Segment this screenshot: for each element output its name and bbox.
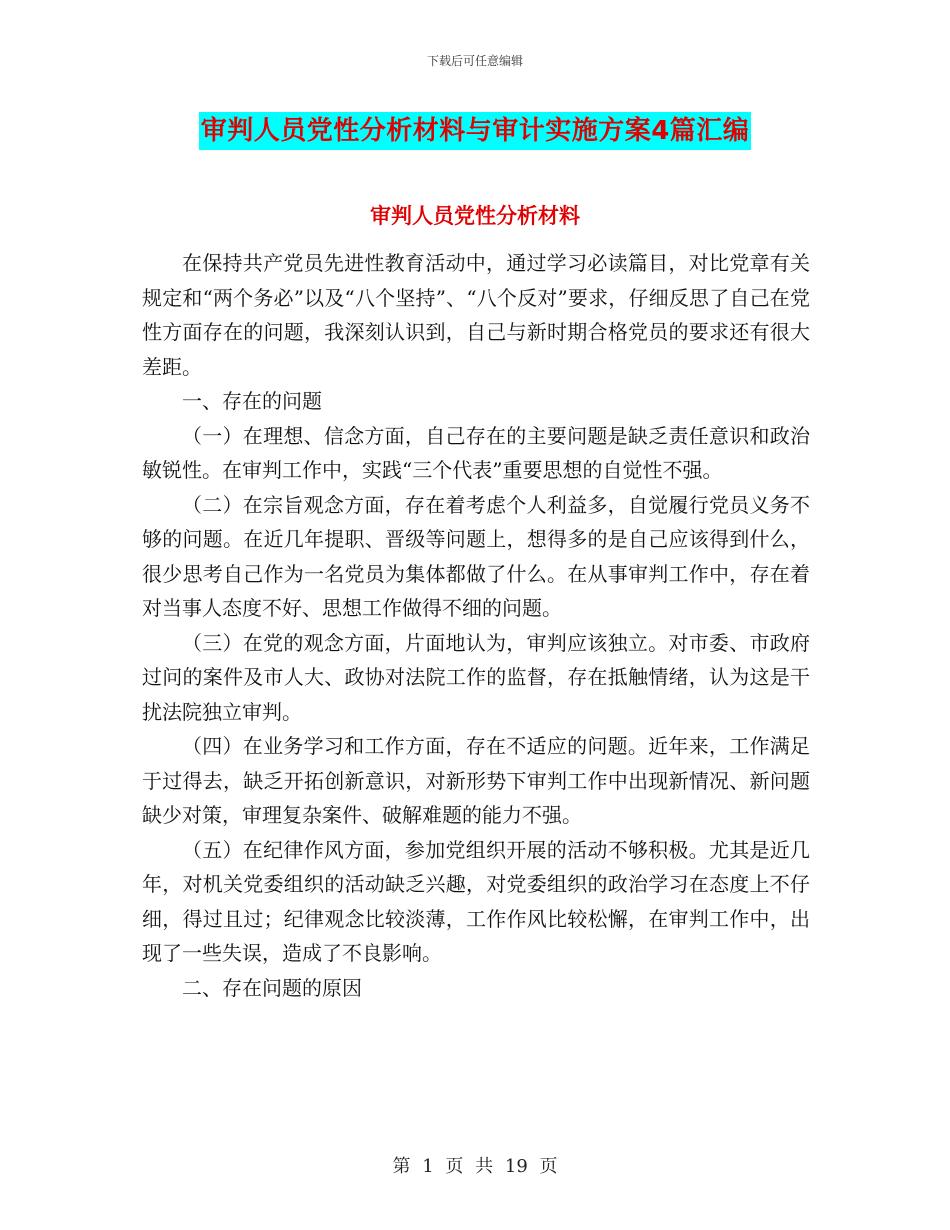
paragraph-item-2: （二）在宗旨观念方面，存在着考虑个人利益多，自觉履行党员义务不够的问题。在近几年提职、晋级等问题上，想得多的是自己应该得到什么，很少思考自己作为一名党员为集体都做了什么。在从事审判工作中，存在着对当事人态度不好、思想工作做得不细的问题。 <box>142 492 810 620</box>
footer-label-page: 第 <box>392 1156 411 1177</box>
heading-problems: 一、存在的问题 <box>182 389 322 413</box>
paragraph-item-3: （三）在党的观念方面，片面地认为，审判应该独立。对市委、市政府过问的案件及市人大、政协对法院工作的监督，存在抵触情绪，认为这是干扰法院独立审判。 <box>142 630 810 724</box>
footer-current-page: 1 <box>422 1156 434 1177</box>
paragraph-item-4: （四）在业务学习和工作方面，存在不适应的问题。近年来，工作满足于过得去，缺乏开拓创新意识，对新形势下审判工作中出现新情况、新问题缺少对策，审理复杂案件、破解难题的能力不强。 <box>142 734 810 827</box>
footer-label-page-unit: 页 <box>445 1156 464 1177</box>
paragraph-item-5: （五）在纪律作风方面，参加党组织开展的活动不够积极。尤其是近几年，对机关党委组织的活动缺乏兴趣，对党委组织的政治学习在态度上不仔细，得过且过；纪律观念比较淡薄，工作作风比较松懈，在审判工作中，出现了一些失误，造成了不良影响。 <box>142 837 810 965</box>
section-title: 审判人员党性分析材料 <box>370 204 580 228</box>
footer-label-total-unit: 页 <box>539 1156 558 1177</box>
page-footer <box>0 1152 950 1178</box>
paragraph-intro: 在保持共产党员先进性教育活动中，通过学习必读篇目，对比党章有关规定和“两个务必”以及“八个坚持”、“八个反对”要求，仔细反思了自己在党性方面存在的问题，我深刻认识到，自己与新时期合格党员的要求还有很大差距。 <box>142 251 810 379</box>
paragraph-item-1: （一）在理想、信念方面，自己存在的主要问题是缺乏责任意识和政治敏锐性。在审判工作中，实践“三个代表”重要思想的自觉性不强。 <box>142 423 810 482</box>
footer-total-pages: 19 <box>504 1156 528 1177</box>
footer-label-total: 共 <box>475 1156 494 1177</box>
document-body <box>142 246 810 1005</box>
page-header-note: 下载后可任意编辑 <box>426 54 523 68</box>
heading-causes: 二、存在问题的原因 <box>182 975 362 1000</box>
document-title: 审判人员党性分析材料与审计实施方案4篇汇编 <box>199 112 752 150</box>
document-title-container <box>0 112 950 150</box>
